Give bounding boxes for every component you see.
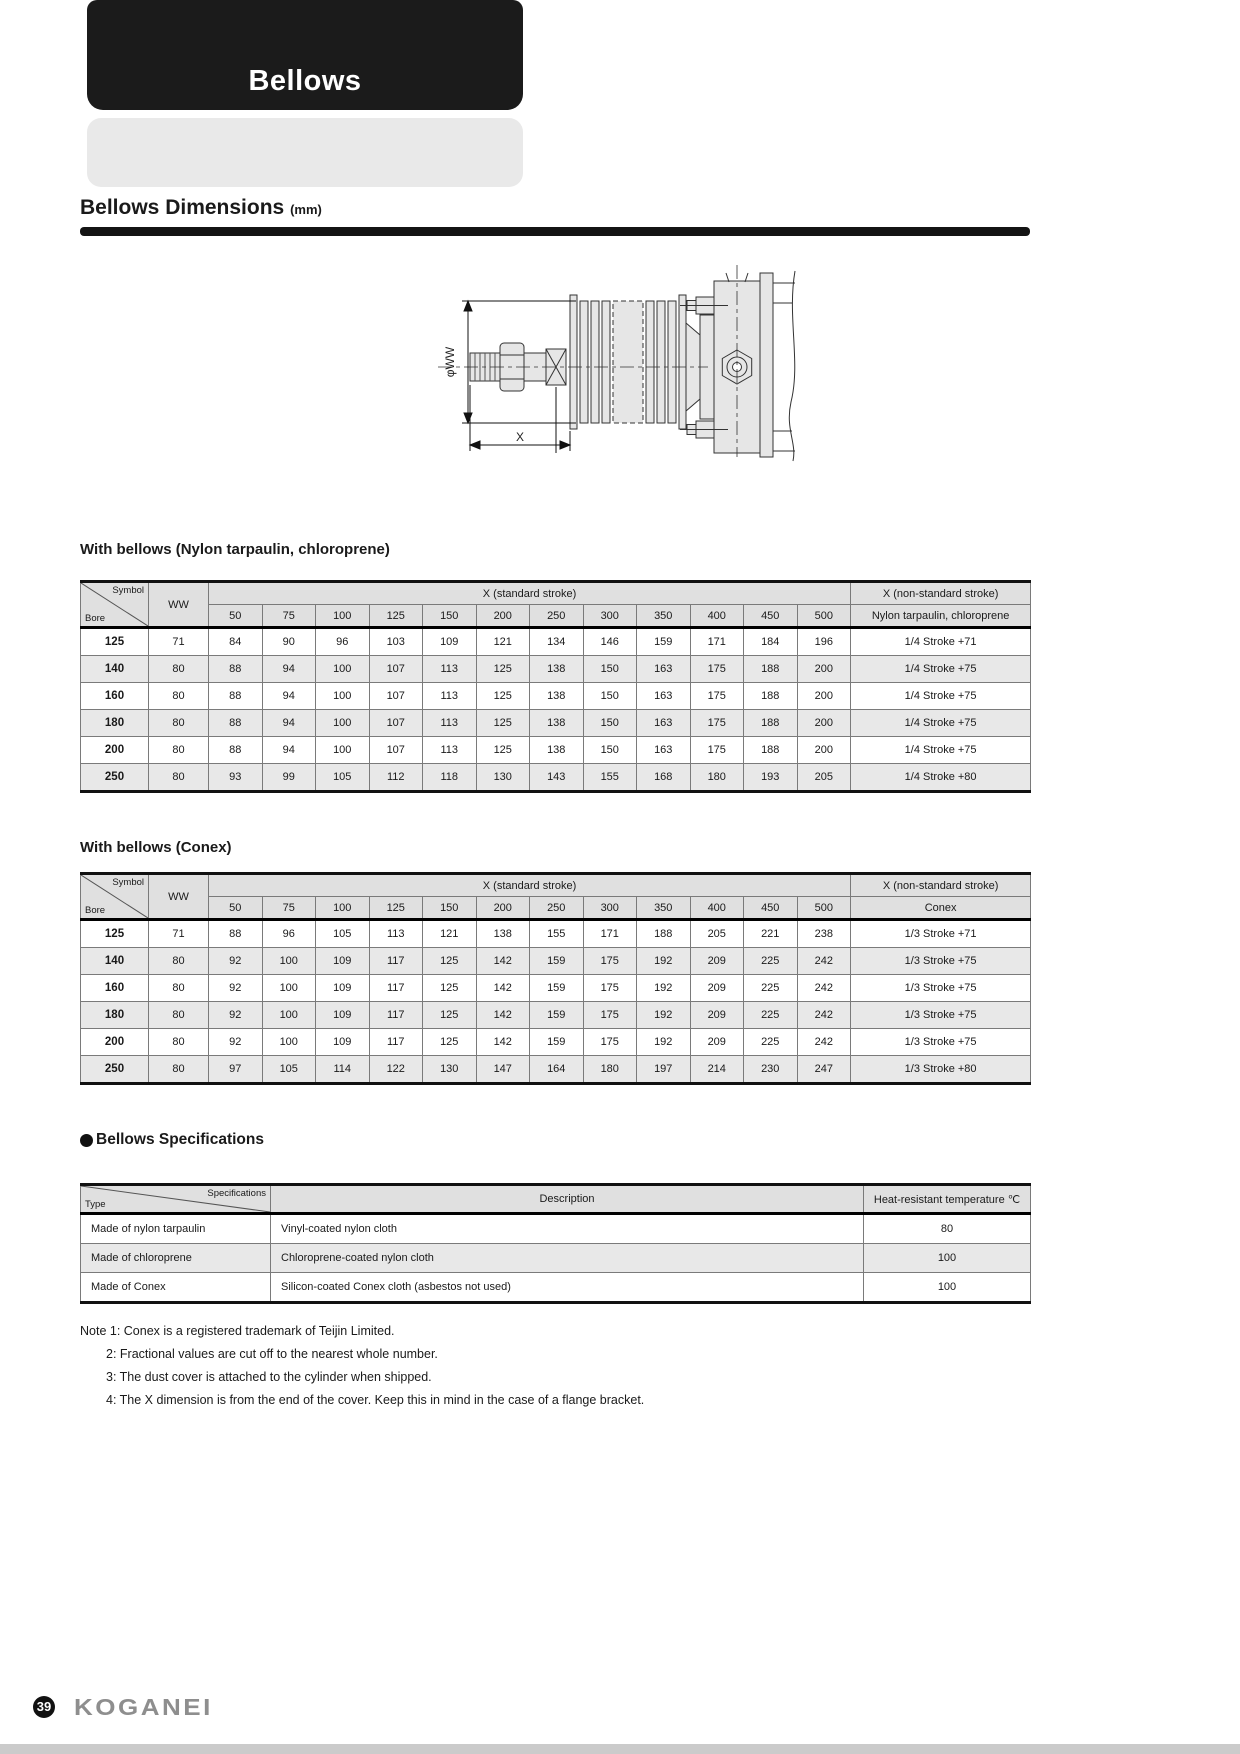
table-row bbox=[81, 1214, 1031, 1244]
table-cell: 80 bbox=[149, 1002, 209, 1029]
stroke-column-header: 50 bbox=[209, 605, 263, 628]
spec-header-row bbox=[81, 1185, 1031, 1214]
table-cell: 109 bbox=[316, 1029, 370, 1056]
notes bbox=[80, 1320, 644, 1412]
table-cell: 140 bbox=[81, 656, 149, 683]
table-cell: 94 bbox=[262, 683, 316, 710]
table-cell: 96 bbox=[262, 920, 316, 948]
stroke-column-header: 300 bbox=[583, 605, 637, 628]
stroke-column-header: 500 bbox=[797, 897, 851, 920]
table-cell: 109 bbox=[316, 1002, 370, 1029]
table-row bbox=[81, 975, 1031, 1002]
section-unit-label: (mm) bbox=[290, 202, 322, 217]
table-cell: 113 bbox=[423, 737, 477, 764]
table-cell: 1/4 Stroke +80 bbox=[851, 764, 1031, 792]
table-row bbox=[81, 656, 1031, 683]
stroke-column-header: 75 bbox=[262, 605, 316, 628]
table-cell: 117 bbox=[369, 1029, 423, 1056]
table-cell: 80 bbox=[149, 1056, 209, 1084]
table-cell: 100 bbox=[316, 710, 370, 737]
table-cell: 1/3 Stroke +71 bbox=[851, 920, 1031, 948]
nonstandard-material-header: Conex bbox=[851, 897, 1031, 920]
table-row bbox=[81, 764, 1031, 792]
table-cell: 113 bbox=[369, 920, 423, 948]
corner-specifications-label: Specifications bbox=[207, 1188, 266, 1199]
table-cell: 80 bbox=[149, 737, 209, 764]
table-cell: 117 bbox=[369, 1002, 423, 1029]
stroke-values-header-row bbox=[81, 897, 1031, 920]
technical-drawing bbox=[408, 256, 798, 466]
stroke-column-header: 500 bbox=[797, 605, 851, 628]
table-cell: 97 bbox=[209, 1056, 263, 1084]
stroke-column-header: 125 bbox=[369, 897, 423, 920]
table-cell: 80 bbox=[149, 683, 209, 710]
table-cell: Made of chloroprene bbox=[81, 1244, 271, 1273]
table-cell: 1/4 Stroke +75 bbox=[851, 737, 1031, 764]
table-header-row bbox=[81, 582, 1031, 605]
table-cell: 107 bbox=[369, 737, 423, 764]
product-banner bbox=[87, 0, 523, 110]
table-cell: 1/4 Stroke +75 bbox=[851, 710, 1031, 737]
table-cell: 130 bbox=[423, 1056, 477, 1084]
table-cell: Vinyl-coated nylon cloth bbox=[271, 1214, 864, 1244]
table-cell: 90 bbox=[262, 628, 316, 656]
table-cell: 175 bbox=[583, 1029, 637, 1056]
table-cell: Chloroprene-coated nylon cloth bbox=[271, 1244, 864, 1273]
table-cell: 142 bbox=[476, 975, 530, 1002]
table-cell: 113 bbox=[423, 710, 477, 737]
stroke-column-header: 400 bbox=[690, 605, 744, 628]
table-cell: 125 bbox=[423, 1029, 477, 1056]
table-cell: 175 bbox=[690, 656, 744, 683]
stroke-column-header: 150 bbox=[423, 605, 477, 628]
stroke-column-header: 150 bbox=[423, 897, 477, 920]
table-cell: Made of nylon tarpaulin bbox=[81, 1214, 271, 1244]
x-dimension-label: X bbox=[515, 430, 525, 444]
table-cell: 100 bbox=[864, 1273, 1031, 1303]
note-line: 2: Fractional values are cut off to the nearest whole number. bbox=[106, 1347, 438, 1361]
banner-subtitle-box bbox=[87, 118, 523, 187]
table-cell: 80 bbox=[149, 1029, 209, 1056]
stroke-column-header: 350 bbox=[637, 897, 691, 920]
table-cell: 80 bbox=[149, 656, 209, 683]
table-cell: 200 bbox=[81, 1029, 149, 1056]
page-number-badge: 39 bbox=[33, 1696, 55, 1718]
table-cell: 92 bbox=[209, 975, 263, 1002]
table-cell: 125 bbox=[476, 656, 530, 683]
table-cell: 184 bbox=[744, 628, 798, 656]
table-cell: 71 bbox=[149, 628, 209, 656]
table-row bbox=[81, 1273, 1031, 1303]
table-cell: 171 bbox=[690, 628, 744, 656]
table-cell: 196 bbox=[797, 628, 851, 656]
table-row bbox=[81, 628, 1031, 656]
table-cell: 125 bbox=[476, 737, 530, 764]
table-cell: 130 bbox=[476, 764, 530, 792]
table-cell: 1/4 Stroke +71 bbox=[851, 628, 1031, 656]
table-cell: 175 bbox=[690, 683, 744, 710]
table-cell: 175 bbox=[583, 948, 637, 975]
stroke-column-header: 350 bbox=[637, 605, 691, 628]
standard-stroke-header: X (standard stroke) bbox=[209, 582, 851, 605]
bore-symbol-corner-cell bbox=[81, 582, 149, 628]
table-cell: 114 bbox=[316, 1056, 370, 1084]
table-row bbox=[81, 920, 1031, 948]
stroke-column-header: 250 bbox=[530, 897, 584, 920]
temperature-column-header: Heat-resistant temperature ℃ bbox=[864, 1185, 1031, 1214]
table-cell: 138 bbox=[530, 710, 584, 737]
table-cell: 122 bbox=[369, 1056, 423, 1084]
table-cell: 100 bbox=[316, 683, 370, 710]
table1-title: With bellows (Nylon tarpaulin, chloroprene) bbox=[80, 541, 390, 558]
table-cell: 209 bbox=[690, 975, 744, 1002]
table-cell: 1/4 Stroke +75 bbox=[851, 656, 1031, 683]
table-cell: 150 bbox=[583, 683, 637, 710]
table-cell: 242 bbox=[797, 1029, 851, 1056]
table-cell: 121 bbox=[476, 628, 530, 656]
table-cell: 175 bbox=[583, 975, 637, 1002]
table-cell: 94 bbox=[262, 710, 316, 737]
table-cell: 109 bbox=[316, 975, 370, 1002]
table-cell: 100 bbox=[262, 975, 316, 1002]
table-cell: 163 bbox=[637, 656, 691, 683]
table-cell: 94 bbox=[262, 656, 316, 683]
table-cell: 192 bbox=[637, 948, 691, 975]
table-cell: 175 bbox=[690, 737, 744, 764]
table-header-row bbox=[81, 874, 1031, 897]
section-divider-bar bbox=[80, 227, 1030, 236]
table-cell: 142 bbox=[476, 1029, 530, 1056]
table-cell: 192 bbox=[637, 1029, 691, 1056]
table-cell: 225 bbox=[744, 975, 798, 1002]
table-cell: 221 bbox=[744, 920, 798, 948]
flange-plate bbox=[760, 273, 773, 457]
table-cell: 192 bbox=[637, 1002, 691, 1029]
table-cell: 163 bbox=[637, 710, 691, 737]
table-cell: 93 bbox=[209, 764, 263, 792]
note-line: 3: The dust cover is attached to the cylinder when shipped. bbox=[106, 1370, 432, 1384]
table-cell: 163 bbox=[637, 683, 691, 710]
table-cell: 125 bbox=[476, 710, 530, 737]
table-cell: 160 bbox=[81, 975, 149, 1002]
table-cell: 1/3 Stroke +75 bbox=[851, 1029, 1031, 1056]
table-cell: 88 bbox=[209, 710, 263, 737]
table-row bbox=[81, 1029, 1031, 1056]
table-cell: 200 bbox=[797, 683, 851, 710]
stroke-column-header: 400 bbox=[690, 897, 744, 920]
table-cell: 159 bbox=[530, 948, 584, 975]
table-cell: Made of Conex bbox=[81, 1273, 271, 1303]
table-cell: 100 bbox=[864, 1244, 1031, 1273]
table-cell: 159 bbox=[637, 628, 691, 656]
table-cell: 175 bbox=[690, 710, 744, 737]
table-cell: 242 bbox=[797, 948, 851, 975]
table-cell: 138 bbox=[476, 920, 530, 948]
table-cell: 159 bbox=[530, 1029, 584, 1056]
table-cell: 209 bbox=[690, 1002, 744, 1029]
table-cell: 103 bbox=[369, 628, 423, 656]
table-cell: 180 bbox=[81, 710, 149, 737]
table-row bbox=[81, 1002, 1031, 1029]
table-cell: 138 bbox=[530, 737, 584, 764]
nonstandard-stroke-header: X (non-standard stroke) bbox=[851, 874, 1031, 897]
table-cell: 100 bbox=[316, 656, 370, 683]
table-cell: 188 bbox=[744, 656, 798, 683]
corner-type-label: Type bbox=[85, 1199, 106, 1210]
ww-column-header: WW bbox=[149, 582, 209, 628]
table-cell: 88 bbox=[209, 737, 263, 764]
table-cell: 171 bbox=[583, 920, 637, 948]
table-cell: 200 bbox=[797, 656, 851, 683]
table-cell: 88 bbox=[209, 656, 263, 683]
specs-heading bbox=[80, 1131, 264, 1149]
stroke-column-header: 300 bbox=[583, 897, 637, 920]
table-cell: 225 bbox=[744, 948, 798, 975]
table-cell: 125 bbox=[423, 948, 477, 975]
table-cell: 125 bbox=[423, 975, 477, 1002]
table-cell: 107 bbox=[369, 683, 423, 710]
corner-symbol-label: Symbol bbox=[112, 877, 144, 888]
table-cell: 197 bbox=[637, 1056, 691, 1084]
table-cell: 1/3 Stroke +75 bbox=[851, 975, 1031, 1002]
table-cell: 92 bbox=[209, 948, 263, 975]
table-cell: 150 bbox=[583, 737, 637, 764]
stroke-column-header: 250 bbox=[530, 605, 584, 628]
table-row bbox=[81, 737, 1031, 764]
table-cell: 138 bbox=[530, 683, 584, 710]
table-cell: 200 bbox=[81, 737, 149, 764]
table-cell: 99 bbox=[262, 764, 316, 792]
table-cell: 84 bbox=[209, 628, 263, 656]
stroke-column-header: 200 bbox=[476, 897, 530, 920]
table-cell: 80 bbox=[149, 764, 209, 792]
table-cell: 92 bbox=[209, 1002, 263, 1029]
note-line: 4: The X dimension is from the end of the cover. Keep this in mind in the case of a flange bracket. bbox=[106, 1393, 645, 1407]
table-row bbox=[81, 683, 1031, 710]
section-title: Bellows Dimensions bbox=[80, 196, 285, 219]
table-cell: 80 bbox=[149, 948, 209, 975]
table-cell: 163 bbox=[637, 737, 691, 764]
stroke-values-header-row bbox=[81, 605, 1031, 628]
machine-panel bbox=[773, 271, 795, 461]
table-cell: 71 bbox=[149, 920, 209, 948]
table2-title: With bellows (Conex) bbox=[80, 839, 232, 856]
table-cell: 146 bbox=[583, 628, 637, 656]
table-cell: 107 bbox=[369, 656, 423, 683]
note-line: Note 1: Conex is a registered trademark of Teijin Limited. bbox=[80, 1324, 395, 1338]
table-cell: 150 bbox=[583, 710, 637, 737]
table-cell: 150 bbox=[583, 656, 637, 683]
stroke-column-header: 450 bbox=[744, 605, 798, 628]
table-cell: 214 bbox=[690, 1056, 744, 1084]
corner-symbol-label: Symbol bbox=[112, 585, 144, 596]
table-cell: 205 bbox=[797, 764, 851, 792]
table-cell: 1/3 Stroke +75 bbox=[851, 1002, 1031, 1029]
bore-symbol-corner-cell bbox=[81, 874, 149, 920]
table-cell: 242 bbox=[797, 975, 851, 1002]
table-cell: 142 bbox=[476, 1002, 530, 1029]
table-cell: 180 bbox=[583, 1056, 637, 1084]
table-cell: 200 bbox=[797, 737, 851, 764]
banner-title: Bellows bbox=[248, 65, 362, 97]
specifications-table bbox=[80, 1183, 1031, 1304]
table-cell: 113 bbox=[423, 656, 477, 683]
table-cell: 117 bbox=[369, 975, 423, 1002]
table-cell: 105 bbox=[316, 764, 370, 792]
table-cell: 143 bbox=[530, 764, 584, 792]
brand-logo: KOGANEI bbox=[74, 1693, 213, 1721]
table-cell: 92 bbox=[209, 1029, 263, 1056]
bellows-section bbox=[570, 295, 686, 429]
table-cell: 105 bbox=[316, 920, 370, 948]
table-cell: 138 bbox=[530, 656, 584, 683]
table-cell: 188 bbox=[744, 710, 798, 737]
table-cell: 247 bbox=[797, 1056, 851, 1084]
table-cell: 155 bbox=[583, 764, 637, 792]
table-cell: 168 bbox=[637, 764, 691, 792]
table-cell: 1/3 Stroke +75 bbox=[851, 948, 1031, 975]
table-cell: 180 bbox=[690, 764, 744, 792]
table-cell: 164 bbox=[530, 1056, 584, 1084]
table-cell: 105 bbox=[262, 1056, 316, 1084]
nonstandard-stroke-header: X (non-standard stroke) bbox=[851, 582, 1031, 605]
nonstandard-material-header: Nylon tarpaulin, chloroprene bbox=[851, 605, 1031, 628]
dimensions-table-conex bbox=[80, 872, 1031, 1085]
table-cell: 250 bbox=[81, 1056, 149, 1084]
table-cell: 94 bbox=[262, 737, 316, 764]
table-row bbox=[81, 1056, 1031, 1084]
table-cell: 225 bbox=[744, 1029, 798, 1056]
table-cell: 175 bbox=[583, 1002, 637, 1029]
table-cell: 142 bbox=[476, 948, 530, 975]
table-cell: 125 bbox=[81, 628, 149, 656]
table-cell: 200 bbox=[797, 710, 851, 737]
stroke-column-header: 100 bbox=[316, 605, 370, 628]
table-cell: Silicon-coated Conex cloth (asbestos not used) bbox=[271, 1273, 864, 1303]
table-cell: 113 bbox=[423, 683, 477, 710]
table-cell: 125 bbox=[476, 683, 530, 710]
table-cell: 250 bbox=[81, 764, 149, 792]
description-column-header: Description bbox=[271, 1185, 864, 1214]
type-specifications-corner-cell bbox=[81, 1185, 271, 1214]
table-cell: 100 bbox=[316, 737, 370, 764]
table-row bbox=[81, 710, 1031, 737]
table-cell: 117 bbox=[369, 948, 423, 975]
stroke-column-header: 200 bbox=[476, 605, 530, 628]
diameter-dimension-label: φWW bbox=[443, 346, 457, 378]
table-cell: 96 bbox=[316, 628, 370, 656]
table-cell: 209 bbox=[690, 1029, 744, 1056]
table-row bbox=[81, 948, 1031, 975]
table-cell: 180 bbox=[81, 1002, 149, 1029]
bottom-edge-bar bbox=[0, 1744, 1240, 1754]
table-cell: 147 bbox=[476, 1056, 530, 1084]
corner-bore-label: Bore bbox=[85, 613, 106, 624]
stroke-column-header: 100 bbox=[316, 897, 370, 920]
table-cell: 230 bbox=[744, 1056, 798, 1084]
table-cell: 242 bbox=[797, 1002, 851, 1029]
table-cell: 1/3 Stroke +80 bbox=[851, 1056, 1031, 1084]
table-cell: 140 bbox=[81, 948, 149, 975]
table-cell: 109 bbox=[316, 948, 370, 975]
table-cell: 118 bbox=[423, 764, 477, 792]
stroke-column-header: 50 bbox=[209, 897, 263, 920]
table-cell: 188 bbox=[744, 683, 798, 710]
table-cell: 160 bbox=[81, 683, 149, 710]
table-cell: 80 bbox=[864, 1214, 1031, 1244]
table-cell: 238 bbox=[797, 920, 851, 948]
section-heading bbox=[80, 196, 322, 220]
stroke-column-header: 75 bbox=[262, 897, 316, 920]
table-cell: 100 bbox=[262, 1029, 316, 1056]
table-cell: 188 bbox=[637, 920, 691, 948]
standard-stroke-header: X (standard stroke) bbox=[209, 874, 851, 897]
dimensions-table-nylon bbox=[80, 580, 1031, 793]
table-cell: 80 bbox=[149, 975, 209, 1002]
bullet-icon bbox=[80, 1134, 93, 1147]
table-cell: 107 bbox=[369, 710, 423, 737]
table-cell: 100 bbox=[262, 1002, 316, 1029]
table-cell: 225 bbox=[744, 1002, 798, 1029]
table-cell: 209 bbox=[690, 948, 744, 975]
table-cell: 100 bbox=[262, 948, 316, 975]
stroke-column-header: 125 bbox=[369, 605, 423, 628]
table-cell: 1/4 Stroke +75 bbox=[851, 683, 1031, 710]
table-cell: 205 bbox=[690, 920, 744, 948]
table-cell: 192 bbox=[637, 975, 691, 1002]
corner-bore-label: Bore bbox=[85, 905, 106, 916]
bellows-cylinder-drawing bbox=[408, 256, 798, 466]
table-cell: 159 bbox=[530, 1002, 584, 1029]
table-cell: 159 bbox=[530, 975, 584, 1002]
table-cell: 88 bbox=[209, 920, 263, 948]
table-row bbox=[81, 1244, 1031, 1273]
table-cell: 88 bbox=[209, 683, 263, 710]
table-cell: 155 bbox=[530, 920, 584, 948]
table-cell: 188 bbox=[744, 737, 798, 764]
specs-title-text: Bellows Specifications bbox=[96, 1131, 264, 1148]
table-cell: 121 bbox=[423, 920, 477, 948]
table-cell: 134 bbox=[530, 628, 584, 656]
table-cell: 125 bbox=[81, 920, 149, 948]
table-cell: 193 bbox=[744, 764, 798, 792]
stroke-column-header: 450 bbox=[744, 897, 798, 920]
table-cell: 80 bbox=[149, 710, 209, 737]
table-cell: 109 bbox=[423, 628, 477, 656]
table-cell: 112 bbox=[369, 764, 423, 792]
table-cell: 125 bbox=[423, 1002, 477, 1029]
ww-column-header: WW bbox=[149, 874, 209, 920]
